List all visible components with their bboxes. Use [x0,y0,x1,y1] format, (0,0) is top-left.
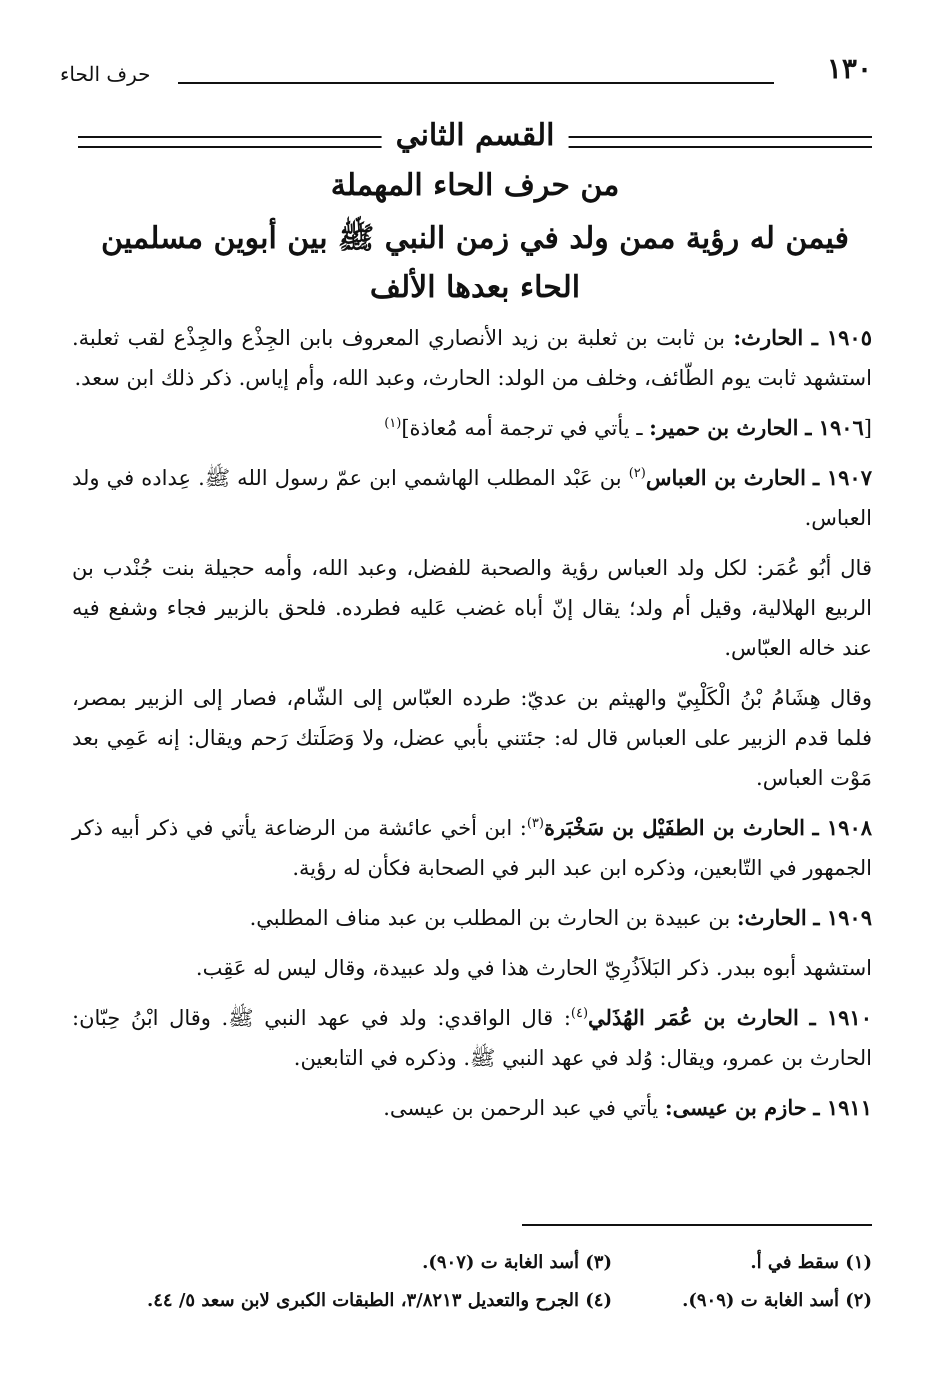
entry-1906 [72,408,872,448]
entries-body [72,318,872,1138]
entry-name: الحارث بن العباس [645,465,806,490]
entry-name: الحارث بن حمير: [649,415,799,440]
entry-1908 [72,808,872,888]
entry-text: يأتي في عبد الرحمن بن عيسى. [383,1096,665,1120]
footnote-row [72,1282,872,1320]
footnote-ref[interactable]: (٣) [526,816,544,831]
entry-text: بن عبيدة بن الحارث بن المطلب بن عبد مناف المطلبي. [249,906,737,930]
page-number: ١٣٠ [826,52,872,85]
entry-name: الحارث بن الطفَيْل بن سَخْبَرة [543,815,805,840]
header-rule [178,82,774,84]
entry-name: الحارث: [736,905,807,930]
footnote-ref[interactable]: (١) [384,416,402,431]
entry-text: : ابن أخي عائشة من الرضاعة يأتي في ذكر أبيه ذكر الجمهور في التّابعين، وذكره ابن عبد البر في الصحابة فكأن له رؤية. [72,816,872,880]
section-title: القسم الثاني [382,118,569,153]
footnote-ref[interactable]: (٢) [628,466,646,481]
footnote-2: (٢) أسد الغابة ت (٩٠٩). [682,1290,872,1311]
footnote-3: (٣) أسد الغابة ت (٩٠٧). [422,1252,612,1273]
footnote-1: (١) سقط في أ. [750,1252,872,1273]
entry-number: ١٩٠٨ ـ [812,815,873,840]
section-banner [78,118,872,164]
entry-text: بن عَبْد المطلب الهاشمي ابن عمّ رسول الله ﷺ. عِداده في ولد العباس. [72,466,872,530]
entry-text: : قال الواقدي: ولد في عهد النبي ﷺ. وقال ابْنُ حِبّان: الحارث بن عمرو، ويقال: وُلد في عهد النبي ﷺ. وذكره في التابعين. [72,1006,872,1070]
footnotes [72,1244,872,1320]
entry-name: حازم بن عيسى: [664,1095,807,1120]
paragraph-badr: استشهد أبوه ببدر. ذكر البَلاَذُرِيّ الحارث هذا في ولد عبيدة، وقال ليس له عَقِب. [195,956,872,980]
entry-1905 [72,318,872,398]
entry-1911 [72,1088,872,1128]
entry-1910 [72,998,872,1078]
entry-number: ١٩٠٩ ـ [813,905,872,930]
paragraph-abu-omar: قال أبُو عُمَر: لكل ولد العباس رؤية والصحبة للفضل، وعبد الله، وأمه حجيلة بنت جُنْدب بن الربيع الهلالية، وقيل أم ولد؛ يقال إنّ أباه غضب عَليه فطرده. فلحق بالزبير فجاء وشفع فيه عند خاله العبّاس. [72,556,872,660]
entry-1907 [72,458,872,538]
page-header [60,52,872,92]
entry-number: ١٩١٠ ـ [809,1005,872,1030]
entry-text: ـ يأتي في ترجمة أمه مُعاذة] [401,416,650,440]
footnote-separator [522,1224,872,1226]
footnote-ref[interactable]: (٤) [570,1006,589,1021]
paragraph-hisham: وقال هِشَامُ بْنُ الْكَلْبِيّ والهيثم بن عديّ: طرده العبّاس إلى الشّام، فصار إلى الزبير بمصر، فلما قدم الزبير على العباس قال له: جئتني بأبي عضل، ولا وَصَلَتك رَحم ويقال: إنه عَمِي بعد مَوْت العباس. [72,686,872,790]
footnote-row [72,1244,872,1282]
footnote-4: (٤) الجرح والتعديل ٣/٨٢١٣، الطبقات الكبرى لابن سعد ٥/ ٤٤. [146,1290,612,1311]
letter-group-heading: الحاء بعدها الألف [369,270,581,305]
bracket-open: [ [863,416,872,440]
running-title: حرف الحاء [60,62,151,86]
entry-text: بن ثابت بن ثعلبة بن زيد الأنصاري المعروف بابن الجِذْع والجِذْع لقب ثعلبة. استشهد ثابت يوم الطّائف، وخلف من الولد: الحارث، وعبد الله، وأم إياس. ذكر ذلك ابن سعد. [72,326,872,390]
chapter-heading: من حرف الحاء المهملة [330,168,620,203]
entry-number: ١٩٠٧ ـ [813,465,872,490]
entry-number: ١٩١١ ـ [813,1095,872,1120]
entry-name: الحارث: [733,325,804,350]
entry-1909 [72,898,872,938]
entry-name: الحارث بن عُمَر الهُذَلي [588,1005,799,1030]
entry-number: ١٩٠٦ ـ [805,415,864,440]
entry-number: ١٩٠٥ ـ [811,325,872,350]
chapter-subheading: فيمن له رؤية ممن ولد في زمن النبي ﷺ بين أبوين مسلمين [101,221,849,256]
